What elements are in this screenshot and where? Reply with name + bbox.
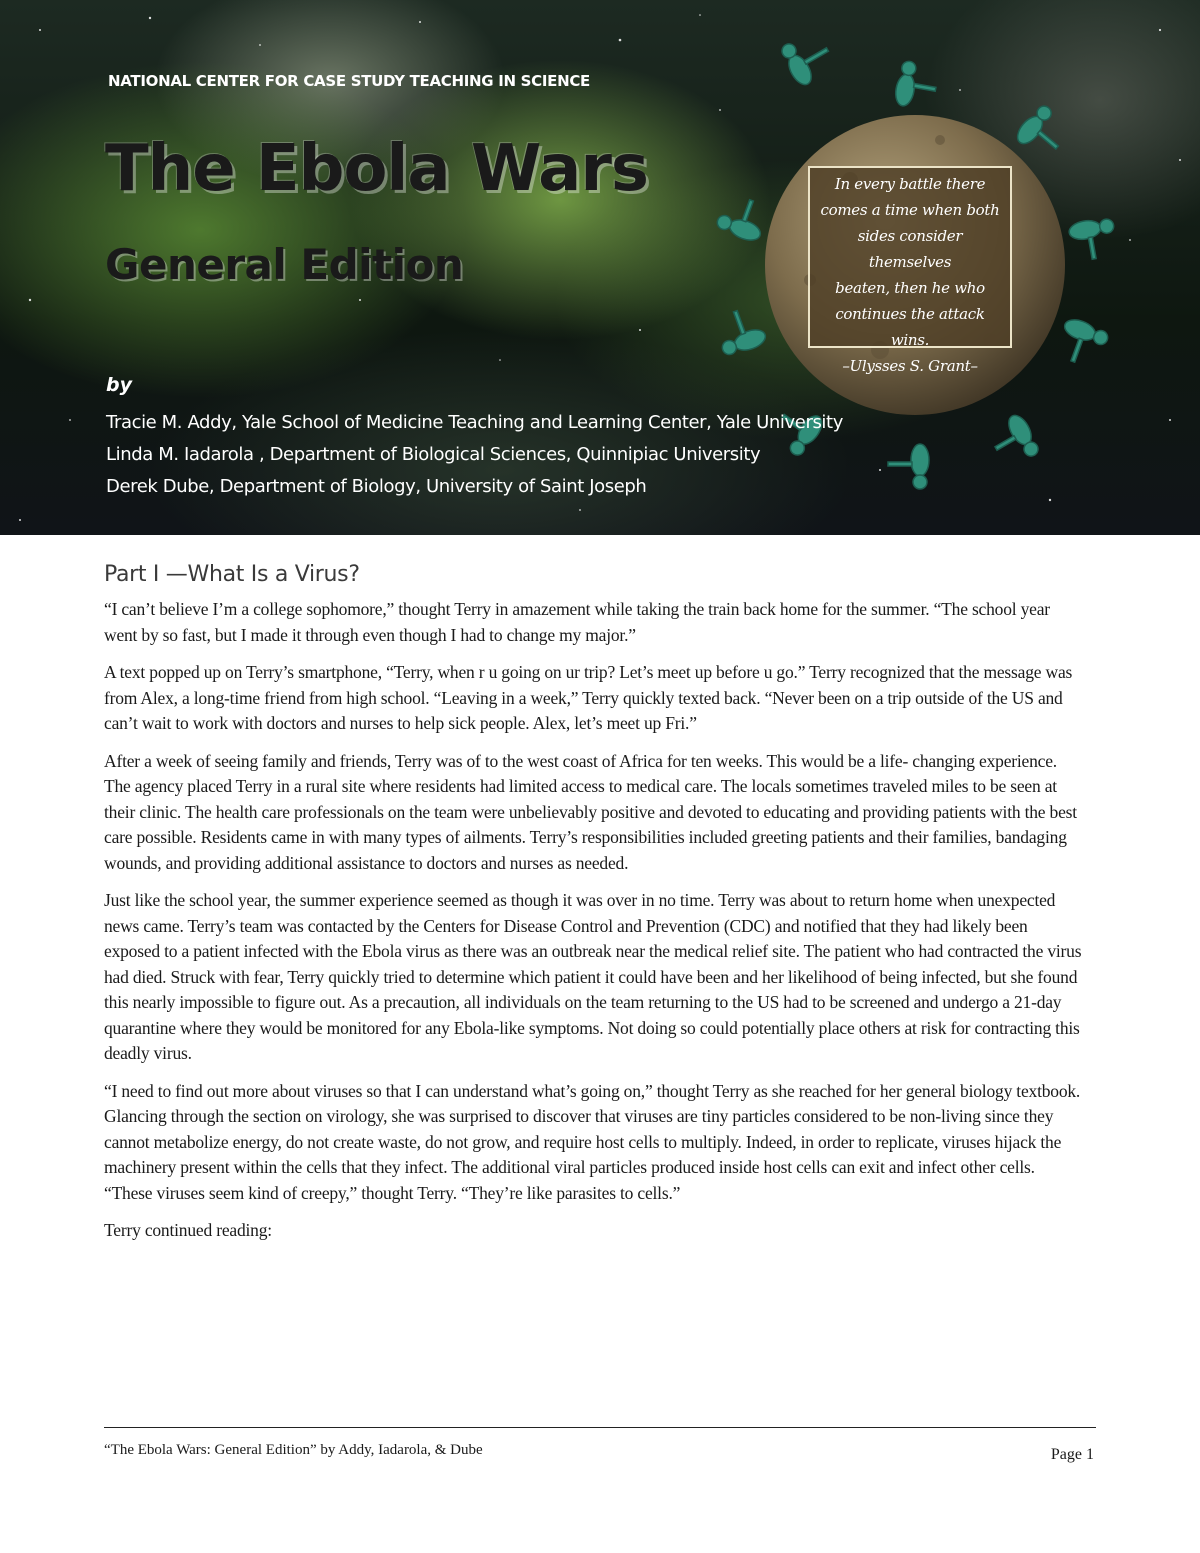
quote-line: beaten, then he who	[835, 279, 985, 297]
paragraph: “I can’t believe I’m a college sophomore,” thought Terry in amazement while taking the train back home for the summer. “The school year went by so fast, but I made it through even though I had to change my major.”	[104, 599, 1050, 645]
quote-line: In every battle there	[834, 175, 986, 193]
quote-attribution: –Ulysses S. Grant–	[842, 357, 978, 375]
author-2: Linda M. Iadarola , Department of Biological Sciences, Quinnipiac University	[106, 444, 761, 465]
case-title: The Ebola Wars	[105, 132, 648, 206]
paragraph: Just like the school year, the summer experience seemed as though it was over in no time. Terry was about to return home when unexpected news came. Terry’s team was contacted by the Centers for Disease Control and Prevention (CDC) and notified that they had likely been exposed to a patient infected with the Ebola virus as there was an outbreak near the medical relief site. The patient who had contracted the virus had died. Struck with fear, Terry quickly tried to determine which patient it could have been and her likelihood of being infected, but she found this nearly impossible to figure out. As a precaution, all individuals on the team returning to the US had to be screened and undergo a 21-day quarantine where they would be monitored for any Ebola-like symptoms. Not doing so could potentially place others at risk for contracting this deadly virus.	[104, 890, 1082, 1063]
quote-line: wins.	[890, 331, 930, 349]
header-banner	[0, 0, 1200, 535]
paragraph: A text popped up on Terry’s smartphone, “Terry, when r u going on ur trip? Let’s meet up before u go.” Terry recognized that the message was from Alex, a long-time friend from high school. “Leaving in a week,” Terry quickly texted back. “Never been on a trip outside of the US and can’t wait to work with doctors and nurses to help sick people. Alex, let’s meet up Fri.”	[104, 662, 1073, 733]
section-heading: Part I —What Is a Virus?	[104, 562, 360, 587]
paragraph: “I need to find out more about viruses so that I can understand what’s going on,” thought Terry as she reached for her general biology textbook. Glancing through the section on virology, she was surprised to discover that viruses are tiny particles considered to be non-living since they cannot metabolize energy, do not create waste, do not grow, and require host cells to multiply. Indeed, in order to replicate, viruses hijack the machinery present within the cells that they infect. The additional viral particles produced inside host cells can exit and infect other cells. “These viruses seem kind of creepy,” thought Terry. “They’re like parasites to cells.”	[104, 1080, 1081, 1203]
page-number: Page 1	[1050, 1446, 1094, 1463]
paragraph: Terry continued reading:	[104, 1220, 272, 1240]
organization-name: NATIONAL CENTER FOR CASE STUDY TEACHING IN SCIENCE	[108, 72, 591, 90]
paragraph: After a week of seeing family and friends, Terry was of to the west coast of Africa for ten weeks. This would be a life- changing experience. The agency placed Terry in a rural site where residents had limited access to medical care. The locals sometimes traveled miles to be seen at their clinic. The health care professionals on the team were unbelievably positive and devoted to educating and providing patients with the best care possible. Residents came in with many types of ailments. Terry’s responsibilities included greeting patients and their families, bandaging wounds, and providing additional assistance to doctors and nurses as needed.	[104, 750, 1077, 873]
main-content	[104, 562, 1084, 1256]
edition-subtitle: General Edition	[105, 240, 464, 289]
author-3: Derek Dube, Department of Biology, University of Saint Joseph	[106, 476, 647, 497]
by-label: by	[106, 374, 132, 396]
quote-line: comes a time when both	[820, 201, 1000, 219]
footer-divider	[104, 1427, 1096, 1428]
author-list	[106, 407, 843, 503]
quote-line: continues the attack	[835, 305, 985, 323]
quote-box	[808, 166, 1012, 375]
quote-line: sides consider themselves	[857, 227, 963, 271]
footer-citation: “The Ebola Wars: General Edition” by Addy, Iadarola, & Dube	[104, 1442, 483, 1458]
author-1: Tracie M. Addy, Yale School of Medicine Teaching and Learning Center, Yale University	[106, 412, 843, 433]
